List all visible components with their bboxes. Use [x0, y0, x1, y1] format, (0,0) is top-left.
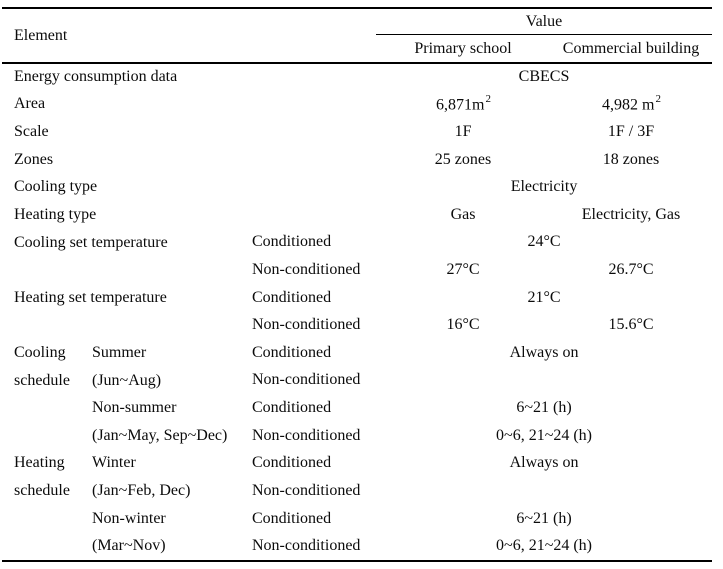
row-label-heating-schedule [2, 449, 92, 560]
area-commercial-value [550, 91, 712, 119]
non-summer-conditioned-value: 6~21 (h) [516, 398, 572, 416]
row-label-energy-data: Energy consumption data [14, 68, 178, 86]
table-row [2, 394, 712, 422]
summer-period-line2: (Jun~Aug) [92, 371, 162, 389]
area-primary-base: 6,871m [436, 96, 485, 114]
winter-period-line1: Winter [92, 454, 136, 472]
row-label-zones: Zones [14, 150, 54, 168]
non-winter-period-line1: Non-winter [92, 509, 166, 527]
zones-commercial-value: 18 zones [602, 150, 660, 168]
scale-commercial-value: 1F / 3F [607, 122, 655, 140]
winter-non-conditioned-label: Non-conditioned [252, 481, 361, 499]
energy-data-value: CBECS [518, 68, 570, 86]
heating-type-commercial-value: Electricity, Gas [581, 205, 681, 223]
period-label-non-winter [92, 505, 252, 561]
cooling-set-non-conditioned-label: Non-conditioned [252, 260, 361, 278]
column-header-element: Element [2, 8, 376, 63]
heating-set-non-conditioned-label: Non-conditioned [252, 316, 361, 334]
area-commercial-base: 4,982 m [602, 96, 655, 114]
row-label-cooling-schedule [2, 339, 92, 449]
table-row [2, 284, 712, 312]
non-winter-non-conditioned-value: 0~6, 21~24 (h) [496, 537, 592, 555]
cooling-set-conditioned-value: 24°C [527, 233, 561, 251]
period-label-non-summer [92, 394, 252, 449]
cooling-set-conditioned-label: Conditioned [252, 233, 332, 251]
row-label-scale: Scale [14, 122, 49, 140]
summer-non-conditioned-value [376, 367, 712, 395]
table-row [2, 449, 712, 477]
non-summer-period-line1: Non-summer [92, 399, 177, 417]
header-row-1 [2, 8, 712, 35]
period-label-winter [92, 449, 252, 504]
heating-set-conditioned-label: Conditioned [252, 288, 332, 306]
table-row [2, 118, 712, 146]
table-row [2, 505, 712, 533]
cooling-set-non-conditioned-commercial-value: 26.7°C [608, 260, 654, 278]
non-winter-period-line2: (Mar~Nov) [92, 537, 166, 555]
non-winter-non-conditioned-label: Non-conditioned [252, 537, 361, 555]
cooling-schedule-label-line1: Cooling [14, 343, 66, 361]
summer-non-conditioned-label: Non-conditioned [252, 371, 361, 389]
table-row [2, 173, 712, 201]
column-header-commercial-building: Commercial building [550, 35, 712, 64]
cooling-set-non-conditioned-primary-value: 27°C [446, 260, 480, 278]
cooling-schedule-label-line2: schedule [14, 371, 70, 389]
area-commercial-superscript: 2 [655, 93, 661, 106]
column-header-primary-school: Primary school [376, 35, 550, 64]
table-row [2, 146, 712, 174]
summer-conditioned-label: Conditioned [252, 343, 332, 361]
non-summer-non-conditioned-label: Non-conditioned [252, 426, 361, 444]
area-primary-value [376, 91, 550, 119]
table-body [2, 63, 712, 561]
table-row [2, 201, 712, 229]
summer-period-line1: Summer [92, 343, 147, 361]
column-header-value: Value [376, 8, 712, 35]
summer-conditioned-value: Always on [509, 343, 579, 361]
winter-period-line2: (Jan~Feb, Dec) [92, 481, 191, 499]
table-row [2, 63, 712, 91]
heating-set-non-conditioned-primary-value: 16°C [446, 316, 480, 334]
non-summer-non-conditioned-value: 0~6, 21~24 (h) [496, 426, 592, 444]
non-summer-period-line2: (Jan~May, Sep~Dec) [92, 426, 228, 444]
period-label-summer [92, 339, 252, 394]
winter-conditioned-label: Conditioned [252, 454, 332, 472]
non-summer-conditioned-label: Conditioned [252, 398, 332, 416]
row-label-cooling-set-temperature: Cooling set temperature [14, 233, 168, 251]
non-winter-conditioned-value: 6~21 (h) [516, 509, 572, 527]
table-row [2, 339, 712, 367]
heating-set-conditioned-value: 21°C [527, 288, 561, 306]
row-label-area: Area [14, 95, 46, 113]
area-primary-superscript: 2 [485, 93, 491, 106]
heating-type-primary-value: Gas [450, 205, 476, 223]
heating-set-non-conditioned-commercial-value: 15.6°C [608, 316, 654, 334]
table-row [2, 229, 712, 257]
cooling-type-value: Electricity [510, 178, 578, 196]
winter-non-conditioned-value [376, 477, 712, 505]
table-row [2, 91, 712, 119]
row-label-heating-set-temperature: Heating set temperature [14, 288, 167, 306]
winter-conditioned-value: Always on [509, 454, 579, 472]
row-label-cooling-type: Cooling type [14, 178, 98, 196]
zones-primary-value: 25 zones [434, 150, 492, 168]
simulation-parameters-table [2, 7, 712, 562]
row-label-heating-type: Heating type [14, 205, 97, 223]
heating-schedule-label-line1: Heating [14, 454, 65, 472]
scale-primary-value: 1F [454, 122, 472, 140]
non-winter-conditioned-label: Conditioned [252, 509, 332, 527]
heating-schedule-label-line2: schedule [14, 481, 70, 499]
table-header [2, 8, 712, 63]
